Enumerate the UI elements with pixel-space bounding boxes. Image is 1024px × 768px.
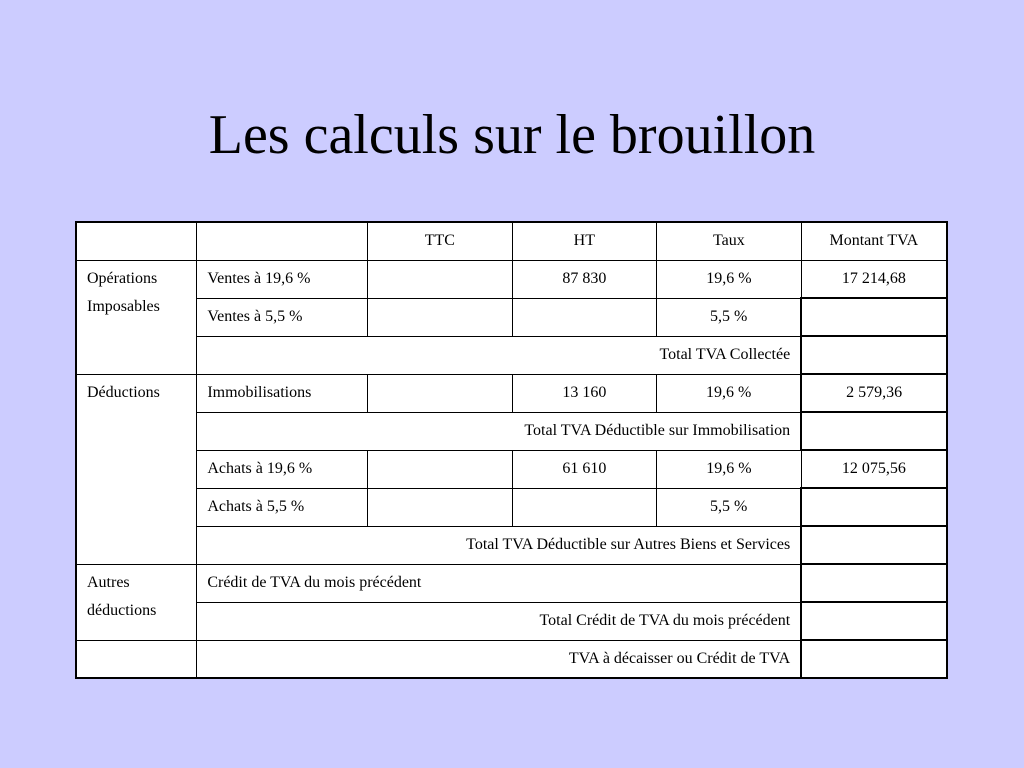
- cell-ttc: [368, 260, 512, 298]
- table-row: [76, 298, 947, 336]
- cell-montant: 12 075,56: [801, 450, 947, 488]
- cell-taux: 19,6 %: [657, 450, 802, 488]
- row-label-credit-tva: Crédit de TVA du mois précédent: [197, 564, 801, 602]
- cell-ttc: [368, 374, 512, 412]
- total-label-deductible-immobilisation: Total TVA Déductible sur Immobilisation: [197, 412, 801, 450]
- table-row: [76, 564, 947, 602]
- total-label-tva-collectee: Total TVA Collectée: [197, 336, 801, 374]
- cell-ttc: [368, 450, 512, 488]
- cell-montant: 2 579,36: [801, 374, 947, 412]
- cell-montant: [801, 298, 947, 336]
- table-row: [76, 488, 947, 526]
- cell-montant: [801, 488, 947, 526]
- final-row: [76, 640, 947, 678]
- cell-taux: 5,5 %: [657, 298, 802, 336]
- group-label-autres-deductions: Autres déductions: [76, 564, 197, 640]
- total-row: [76, 602, 947, 640]
- final-category-cell: [76, 640, 197, 678]
- cell-taux: 19,6 %: [657, 260, 802, 298]
- group-label-deductions: Déductions: [76, 374, 197, 564]
- table-row: [76, 260, 947, 298]
- cell-ht: 61 610: [512, 450, 657, 488]
- group-label-operations: Opérations Imposables: [76, 260, 197, 374]
- header-cell-ht: HT: [512, 222, 657, 260]
- total-value-deductible-immobilisation: [801, 412, 947, 450]
- total-value-tva-collectee: [801, 336, 947, 374]
- header-cell-montant-tva: Montant TVA: [801, 222, 947, 260]
- total-label-credit-tva: Total Crédit de TVA du mois précédent: [197, 602, 801, 640]
- cell-ttc: [368, 298, 512, 336]
- cell-credit-tva: [801, 564, 947, 602]
- cell-ht: [512, 488, 657, 526]
- total-row: [76, 412, 947, 450]
- cell-ht: [512, 298, 657, 336]
- header-cell-taux: Taux: [657, 222, 802, 260]
- total-value-deductible-autres-biens: [801, 526, 947, 564]
- cell-ttc: [368, 488, 512, 526]
- cell-montant: 17 214,68: [801, 260, 947, 298]
- row-label: Achats à 19,6 %: [197, 450, 368, 488]
- slide-title: Les calculs sur le brouillon: [208, 104, 816, 166]
- total-row: [76, 336, 947, 374]
- header-cell-label: [197, 222, 368, 260]
- header-cell-ttc: TTC: [368, 222, 512, 260]
- tva-calculation-table: [75, 221, 948, 679]
- total-value-credit-tva: [801, 602, 947, 640]
- cell-ht: 13 160: [512, 374, 657, 412]
- table-row: [76, 374, 947, 412]
- total-label-deductible-autres-biens: Total TVA Déductible sur Autres Biens et Services: [197, 526, 801, 564]
- total-label-tva-a-decaisser: TVA à décaisser ou Crédit de TVA: [197, 640, 801, 678]
- header-cell-category: [76, 222, 197, 260]
- total-value-tva-a-decaisser: [801, 640, 947, 678]
- table-row: [76, 450, 947, 488]
- cell-ht: 87 830: [512, 260, 657, 298]
- row-label: Immobilisations: [197, 374, 368, 412]
- cell-taux: 5,5 %: [657, 488, 802, 526]
- row-label: Achats à 5,5 %: [197, 488, 368, 526]
- cell-taux: 19,6 %: [657, 374, 802, 412]
- total-row: [76, 526, 947, 564]
- header-row: [76, 222, 947, 260]
- row-label: Ventes à 19,6 %: [197, 260, 368, 298]
- row-label: Ventes à 5,5 %: [197, 298, 368, 336]
